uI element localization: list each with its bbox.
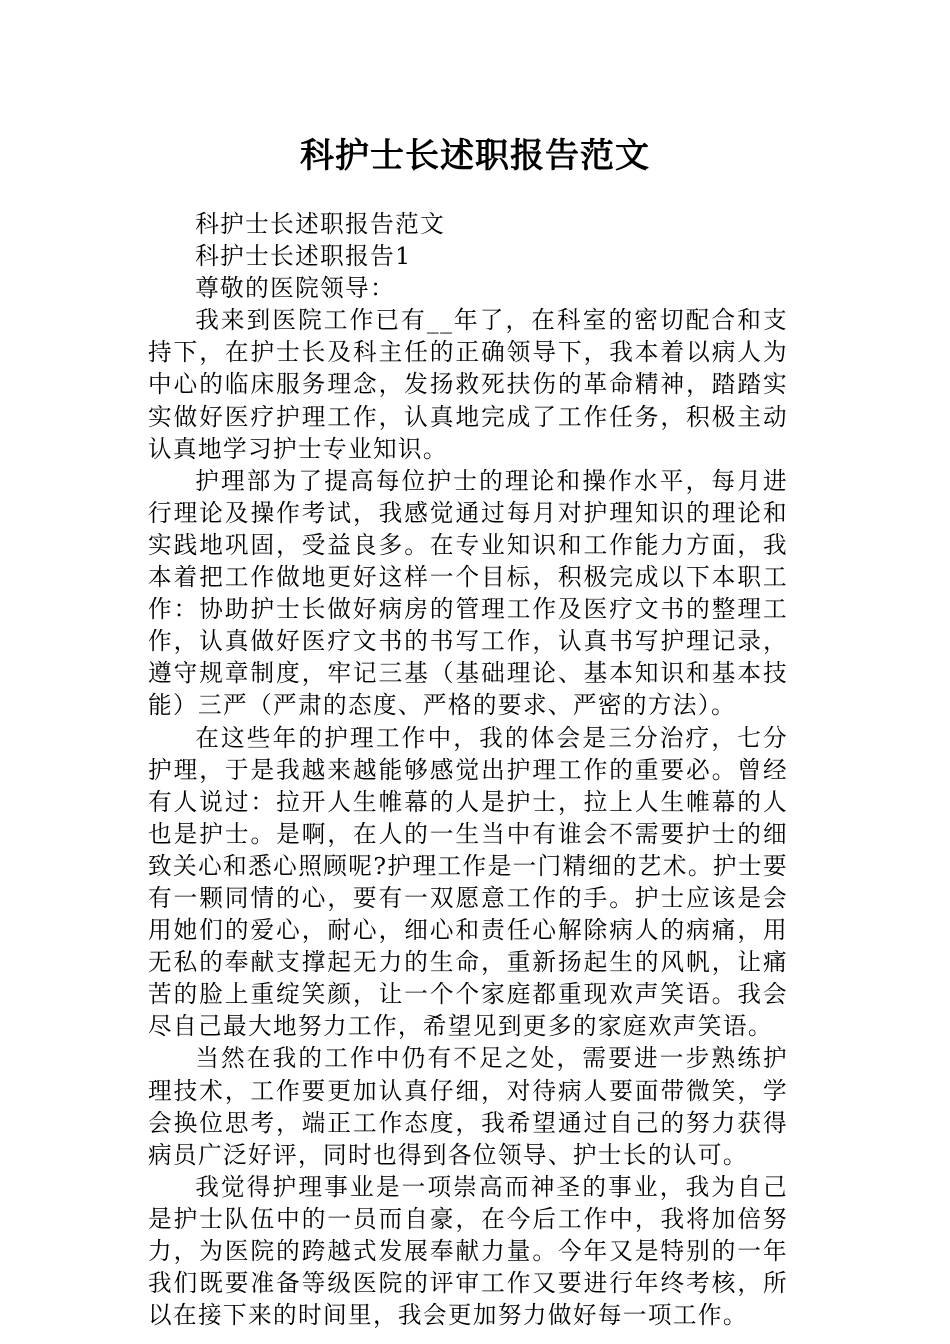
- paragraph-report-number: 科护士长述职报告1: [195, 242, 412, 271]
- paragraph-heading-repeat: 科护士长述职报告范文: [195, 210, 446, 238]
- document-title: 科护士长述职报告范文: [300, 136, 650, 176]
- paragraph-commitment: 我觉得护理事业是一项崇高而神圣的事业，我为自己是护士队伍中的一员而自豪，在今后工作中，我将加倍努力，为医院的跨越式发展奉献力量。今年又是特别的一年我们既要准备等级医院的评审工作又要进行年终考核，所以在接下来的时间里，我会更加努力做好每一项工作。: [148, 1172, 788, 1330]
- document-body: [148, 208, 788, 1331]
- paragraph-experience: 在这些年的护理工作中，我的体会是三分治疗，七分护理，于是我越来越能够感觉出护理工作的重要必。曾经有人说过：拉开人生帷幕的人是护士，拉上人生帷幕的人也是护士。是啊，在人的一生当中有谁会不需要护士的细致关心和悉心照顾呢?护理工作是一门精细的艺术。护士要有一颗同情的心，要有一双愿意工作的手。护士应该是会用她们的爱心，耐心，细心和责任心解除病人的病痛，用无私的奉献支撑起无力的生命，重新扬起生的风帆，让痛苦的脸上重绽笑颜，让一个个家庭都重现欢声笑语。我会尽自己最大地努力工作，希望见到更多的家庭欢声笑语。: [148, 723, 788, 1041]
- paragraph-salutation: 尊敬的医院领导：: [195, 274, 396, 303]
- paragraph-training: 护理部为了提高每位护士的理论和操作水平，每月进行理论及操作考试，我感觉通过每月对护理知识的理论和实践地巩固，受益良多。在专业知识和工作能力方面，我本着把工作做地更好这样一个目标，积极完成以下本职工作：协助护士长做好病房的管理工作及医疗文书的整理工作，认真做好医疗文书的书写工作，认真书写护理记录，遵守规章制度，牢记三基（基础理论、基本知识和基本技能）三严（严肃的态度、严格的要求、严密的方法）。: [148, 466, 788, 720]
- paragraph-intro: 我来到医院工作已有__年了，在科室的密切配合和支持下，在护士长及科主任的正确领导下，我本着以病人为中心的临床服务理念，发扬救死扶伤的革命精神，踏踏实实做好医疗护理工作，认真地完成了工作任务，积极主动认真地学习护士专业知识。: [148, 306, 788, 463]
- paragraph-shortcomings: 当然在我的工作中仍有不足之处，需要进一步熟练护理技术，工作要更加认真仔细，对待病人要面带微笑，学会换位思考，端正工作态度，我希望通过自己的努力获得病员广泛好评，同时也得到各位领导、护士长的认可。: [148, 1044, 788, 1169]
